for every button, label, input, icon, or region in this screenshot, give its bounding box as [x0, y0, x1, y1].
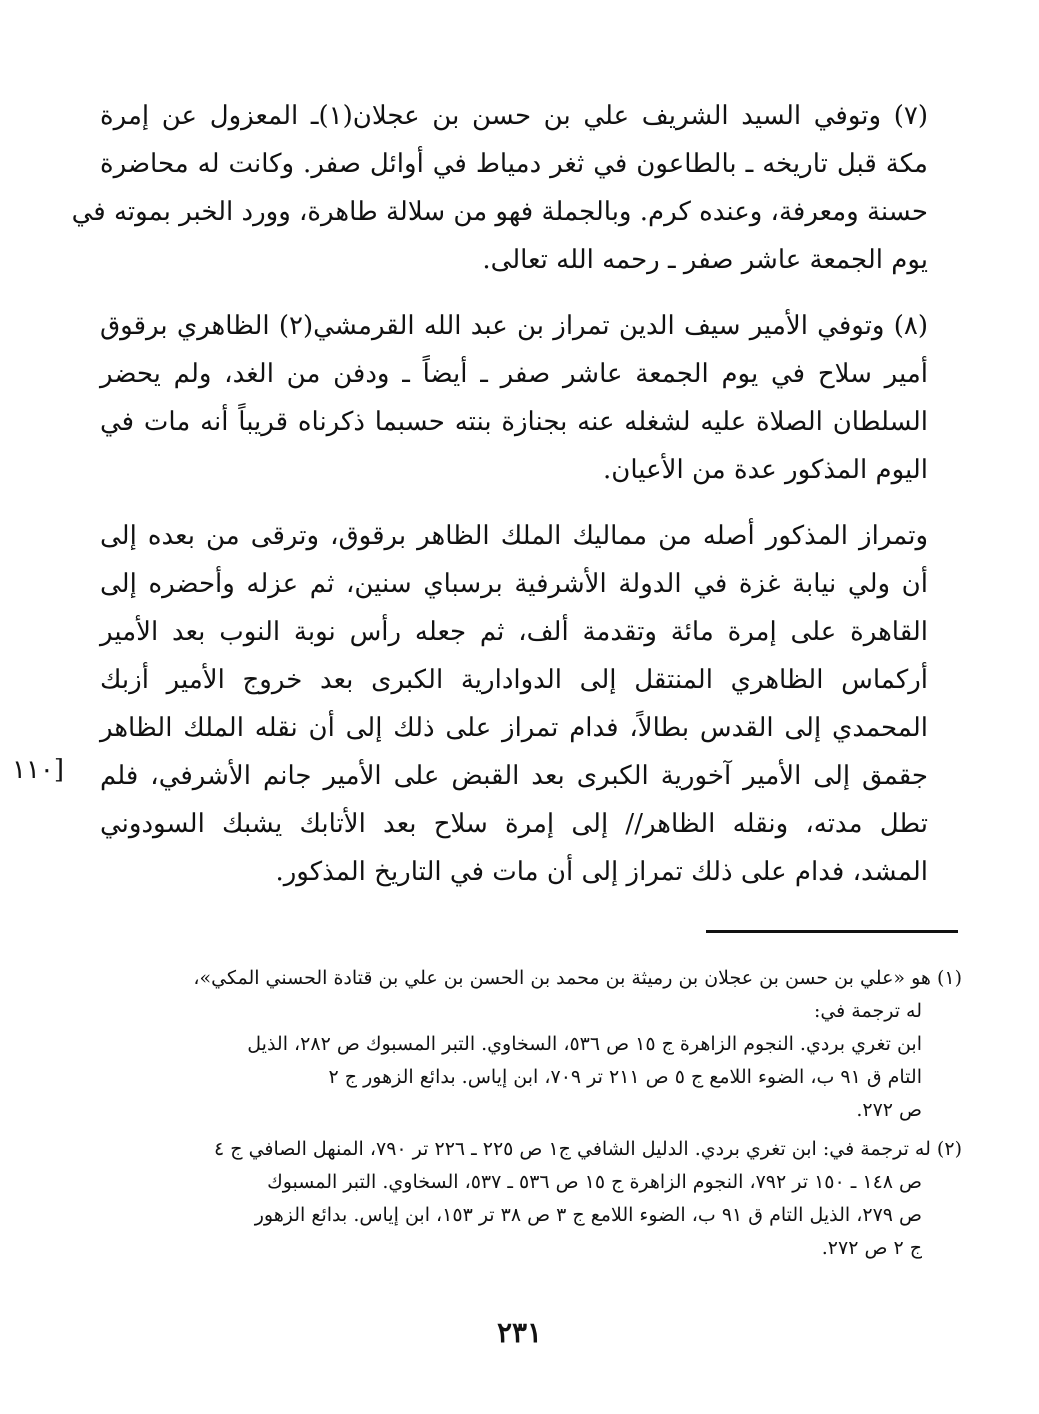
- main-text: [71, 92, 960, 914]
- paragraph-7: [71, 92, 960, 284]
- manuscript-folio-marker: [١١٠: [12, 755, 65, 785]
- footnote-line: له ترجمة في:: [813, 1000, 922, 1022]
- text-line: وتمراز المذكور أصله من مماليك الملك الظاهر برقوق، وترقى من بعده إلى: [100, 521, 928, 551]
- footnote-line: (٢) له ترجمة في: ابن تغري بردي. الدليل الشافي ج١ ص ٢٢٥ ـ ٢٢٦ تر ٧٩٠، المنهل الصافي ج ٤: [214, 1138, 962, 1160]
- text-line: (٨) وتوفي الأمير سيف الدين تمراز بن عبد الله القرمشي(٢) الظاهري برقوق: [100, 311, 928, 341]
- text-line: القاهرة على إمرة مائة وتقدمة ألف، ثم جعله رأس نوبة النوب بعد الأمير: [100, 617, 928, 647]
- text-line: اليوم المذكور عدة من الأعيان.: [603, 455, 928, 485]
- text-line: يوم الجمعة عاشر صفر ـ رحمه الله تعالى.: [482, 245, 928, 275]
- text-line: أمير سلاح في يوم الجمعة عاشر صفر ـ أيضاً ـ ودفن من الغد، ولم يحضر: [100, 359, 928, 389]
- text-line: المحمدي إلى القدس بطالاً، فدام تمراز على ذلك إلى أن نقله الملك الظاهر: [100, 713, 928, 743]
- paragraph-8: [100, 302, 960, 494]
- text-line: جقمق إلى الأمير آخورية الكبرى بعد القبض على الأمير جانم الأشرفي، فلم: [100, 761, 928, 791]
- text-line: أن ولي نيابة غزة في الدولة الأشرفية برسباي سنين، ثم عزله وأحضره إلى: [100, 569, 928, 599]
- footnote-line: ص ١٤٨ ـ ١٥٠ تر ٧٩٢، النجوم الزاهرة ج ١٥ ص ٥٣٦ ـ ٥٣٧، السخاوي. التبر المسبوك: [267, 1171, 922, 1193]
- text-line: تطل مدته، ونقله الظاهر// إلى إمرة سلاح بعد الأتابك يشبك السودوني: [100, 809, 928, 839]
- footnote-line: ج ٢ ص ٢٧٢.: [821, 1237, 922, 1259]
- footnote-1: [110, 962, 962, 1127]
- text-line: أركماس الظاهري المنتقل إلى الدوادارية الكبرى بعد خروج الأمير أزبك: [100, 665, 928, 695]
- footnote-separator: [706, 930, 958, 933]
- text-line: حسنة ومعرفة، وعنده كرم. وبالجملة فهو من سلالة طاهرة، وورد الخبر بموته في: [71, 197, 928, 227]
- footnote-line: ص ٢٧٢.: [856, 1099, 922, 1121]
- page-number: ٢٣١: [496, 1316, 543, 1349]
- text-line: مكة قبل تاريخه ـ بالطاعون في ثغر دمياط في أوائل صفر. وكانت له محاضرة: [100, 149, 928, 179]
- footnote-line: (١) هو «علي بن حسن بن عجلان بن رميثة بن محمد بن الحسن بن علي بن قتادة الحسني المكي»،: [193, 967, 962, 989]
- footnote-line: التام ق ٩١ ب، الضوء اللامع ج ٥ ص ٢١١ تر ٧٠٩، ابن إياس. بدائع الزهور ج ٢: [328, 1066, 922, 1088]
- footnote-line: ابن تغري بردي. النجوم الزاهرة ج ١٥ ص ٥٣٦، السخاوي. التبر المسبوك ص ٢٨٢، الذيل: [247, 1033, 922, 1055]
- text-line: (٧) وتوفي السيد الشريف علي بن حسن بن عجلان(١)ـ المعزول عن إمرة: [100, 101, 928, 131]
- text-line: المشد، فدام على ذلك تمراز إلى أن مات في التاريخ المذكور.: [275, 857, 928, 887]
- text-line: السلطان الصلاة عليه لشغله عنه بجنازة بنته حسبما ذكرناه قريباً أنه مات في: [100, 407, 928, 437]
- paragraph-timraz: [100, 512, 960, 896]
- footnote-2: [110, 1133, 962, 1265]
- footnotes: [110, 962, 962, 1271]
- footnote-line: ص ٢٧٩، الذيل التام ق ٩١ ب، الضوء اللامع ج ٣ ص ٣٨ تر ١٥٣، ابن إياس. بدائع الزهور: [254, 1204, 922, 1226]
